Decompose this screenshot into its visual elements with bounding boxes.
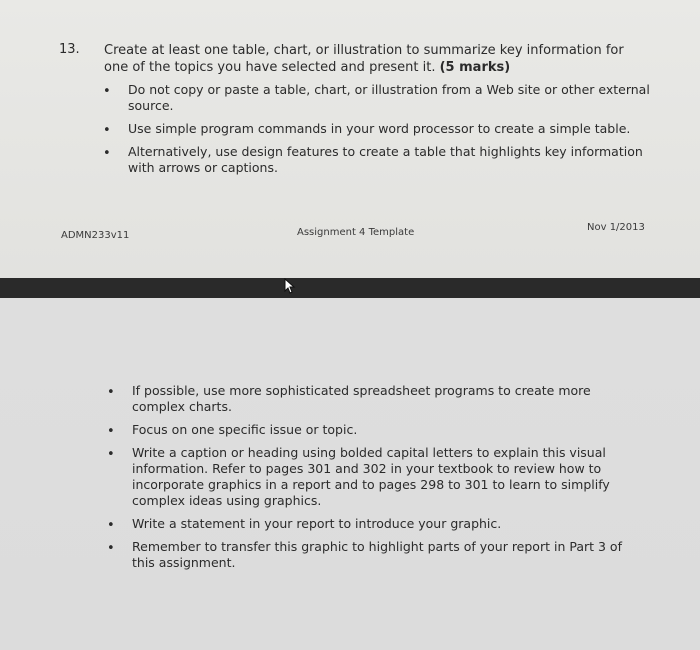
list-item: • Focus on one specific issue or topic. [107,422,358,439]
bullet-icon: • [103,84,111,99]
list-item: • Write a statement in your report to introduce your graphic. [107,516,502,533]
bullet-icon: • [107,518,115,533]
bullet-icon: • [103,146,111,161]
list-item: • Alternatively, use design features to create a table that highlights key information with arrows or captions. [103,144,643,175]
bullet-icon: • [107,424,115,439]
question-body: Create at least one table, chart, or illustration to summarize key information for one of the topics you have selected and present it. [104,43,624,75]
bullet-icon: • [107,385,115,400]
page-break-divider [0,278,700,298]
question-marks: (5 marks) [439,60,511,75]
footer-course-code: ADMN233v11 [61,230,130,241]
footer-title: Assignment 4 Template [297,227,415,238]
list-item: • Remember to transfer this graphic to highlight parts of your report in Part 3 of this assignment. [107,539,622,570]
list-item: • Write a caption or heading using bolded capital letters to explain this visual information. Refer to pages 301 and 302 in your textbook to review how to incorporate graphics in a report and to pages 298 to 301 to learn to simplify complex ideas using graphics. [107,445,610,508]
list-item: • If possible, use more sophisticated spreadsheet programs to create more complex charts. [107,383,591,414]
bullet-list-page-1 [103,82,658,183]
bullet-icon: • [103,123,111,138]
mouse-cursor-icon [282,278,296,296]
question-text [104,42,644,76]
list-item: • Use simple program commands in your word processor to create a simple table. [103,121,631,138]
list-item: • Do not copy or paste a table, chart, or illustration from a Web site or other external source. [103,82,650,113]
bullet-list-page-2 [107,383,642,578]
bullet-icon: • [107,541,115,556]
page-1 [0,0,700,278]
bullet-icon: • [107,447,115,462]
question-number: 13. [59,42,80,57]
footer-date: Nov 1/2013 [587,222,645,233]
